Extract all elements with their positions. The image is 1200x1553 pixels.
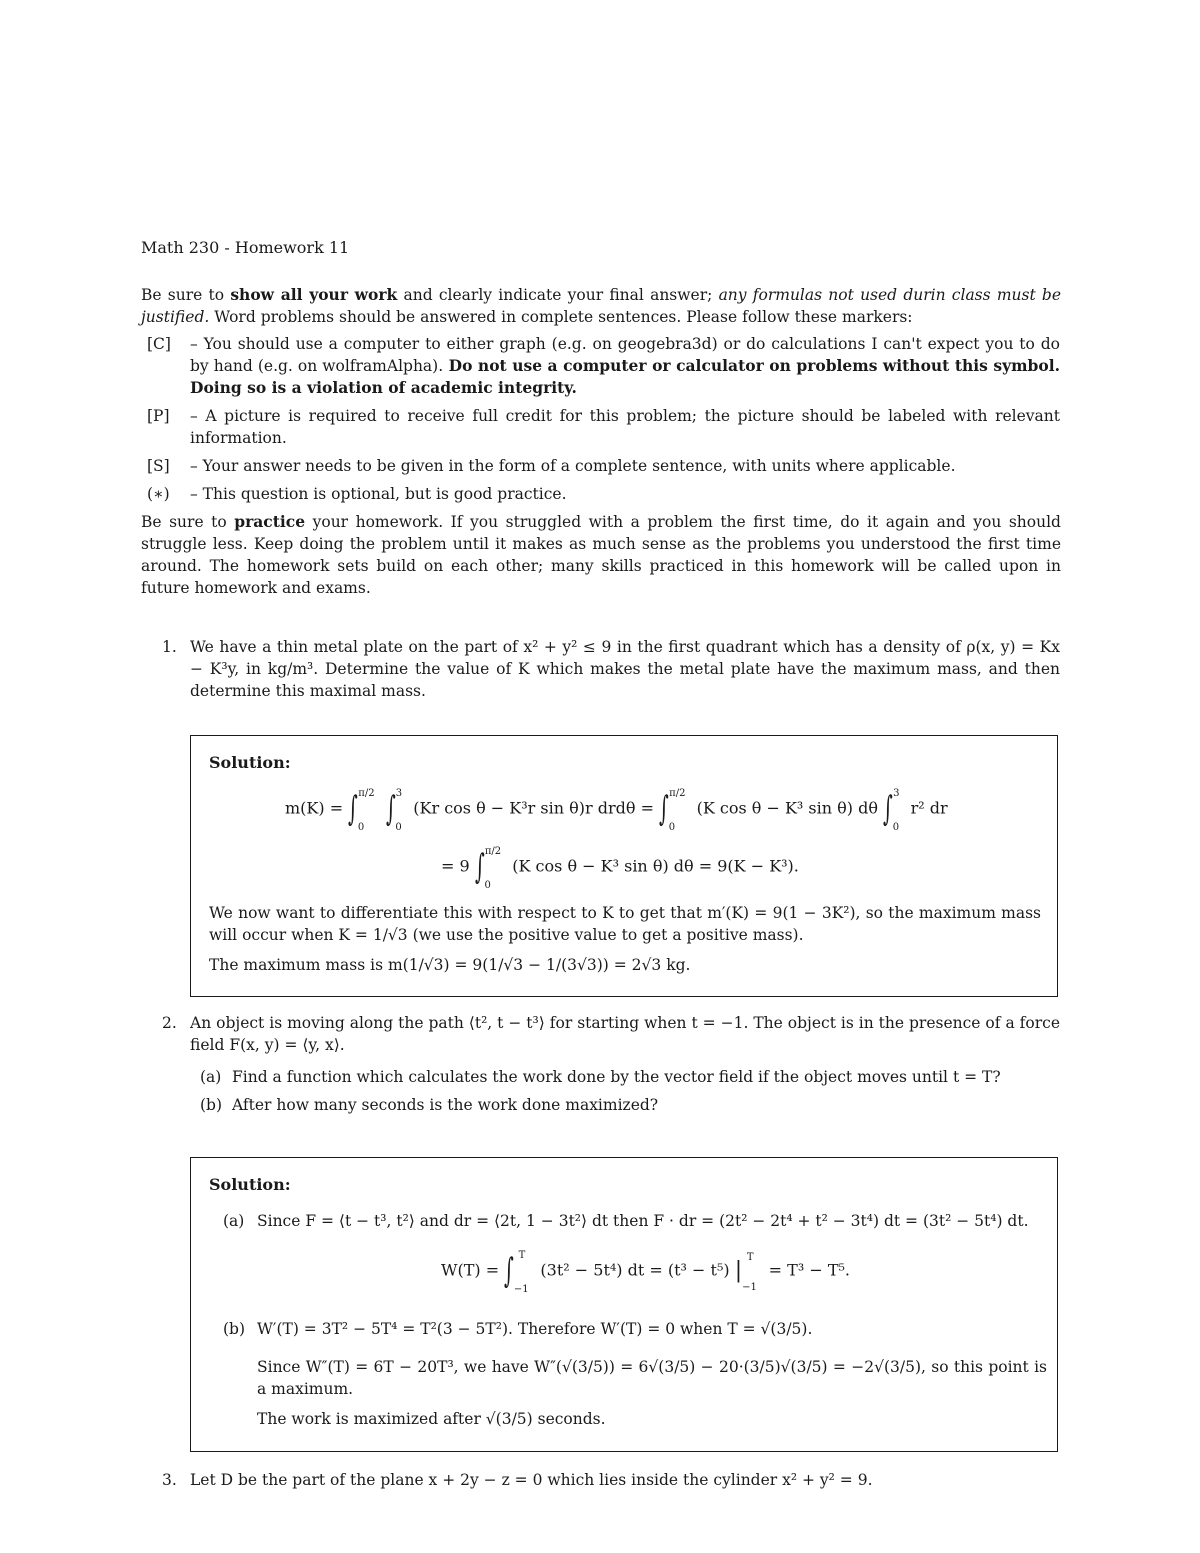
integral-bound: T — [518, 1249, 526, 1261]
solution-text: Since F = ⟨t − t³, t²⟩ and dr = ⟨2t, 1 − 3t²⟩ dt then F · dr = (2t² − 2t⁴ + t² − 3t⁴) dt = (3t² − 5t⁴) dt. — [257, 1212, 1029, 1230]
equation-term: (3t² − 5t⁴) dt = (t³ − t⁵) — [540, 1260, 730, 1280]
integral-bound: −1 — [742, 1281, 757, 1293]
solution-text: W′(T) = 3T² − 5T⁴ = T²(3 − 5T²). Therefore W′(T) = 0 when T = √(3/5). — [257, 1320, 813, 1338]
integral-sign: ∫ — [348, 789, 358, 829]
equation-term: r² dr — [910, 798, 948, 818]
equation-lhs: W(T) = — [441, 1260, 500, 1280]
intro-text: Word problems should be answered in complete sentences. Please follow these markers: — [209, 308, 913, 326]
solution-label: Solution: — [209, 1175, 291, 1194]
integral-sign: ∫ — [659, 789, 669, 829]
marker-text: – This question is optional, but is good practice. — [190, 485, 567, 503]
integral-sign: ∫ — [474, 847, 485, 887]
equation-term: (K cos θ − K³ sin θ) dθ — [696, 798, 878, 818]
intro-paragraph — [141, 284, 1061, 328]
evaluation-bar: | — [734, 1258, 743, 1283]
equation-line — [285, 787, 948, 833]
page-title: Math 230 - Homework 11 — [141, 238, 350, 257]
integral-bound: 3 — [395, 787, 403, 799]
practice-bold: practice — [234, 512, 306, 531]
practice-text: your homework. If you struggled with a problem the first time, do it again and you should struggle less. Keep doing the problem until it makes as much sense as the problems you understood the first time around. The homework sets build on each other; many skills practiced in this homework will be called upon in future homework and exams. — [141, 513, 1061, 597]
integral-bound: 0 — [484, 879, 491, 891]
integral-bound: 0 — [395, 821, 402, 833]
marker-key: [C] — [147, 335, 171, 353]
solution-text: The maximum mass is m(1/√3) = 9(1/√3 − 1/(3√3)) = 2√3 kg. — [209, 956, 691, 974]
marker-desc: – You should use a computer to either graph (e.g. on geogebra3d) or do calculations I can't expect you to do by hand (e.g. on wolframAlpha). — [190, 335, 1060, 375]
intro-italic: justified. — [141, 308, 210, 326]
marker-text: – A picture is required to receive full credit for this problem; the picture should be labeled with relevant information. — [190, 407, 1060, 447]
subpart-key: (b) — [200, 1096, 223, 1114]
integral-sign: ∫ — [504, 1251, 514, 1291]
equation-line — [441, 1249, 850, 1295]
equation-term: (K cos θ − K³ sin θ) dθ = 9(K − K³). — [512, 856, 799, 876]
markers-list — [0, 333, 1200, 513]
marker-text — [190, 333, 1060, 399]
integral-sign: ∫ — [385, 789, 396, 829]
subpart-key: (a) — [223, 1212, 245, 1230]
integral-bound: −1 — [513, 1283, 529, 1295]
integral-bound: 0 — [668, 821, 676, 833]
problem-number: 1. — [162, 638, 177, 656]
intro-italic: any formulas not used durin class must be — [718, 286, 1061, 304]
equation-line — [441, 845, 799, 891]
solution-text: Since W″(T) = 6T − 20T³, we have W″(√(3/5)) = 6√(3/5) − 20·(3/5)√(3/5) = −2√(3/5), so this point is a maximum. — [257, 1358, 1047, 1398]
integral-bound: 0 — [892, 821, 900, 833]
equation-term: = T³ − T⁵. — [768, 1260, 850, 1280]
intro-bold: show all your work — [230, 285, 398, 304]
marker-key: (∗) — [147, 485, 170, 503]
equation-term: (Kr cos θ − K³r sin θ)r drdθ = — [413, 798, 654, 818]
problem-text: An object is moving along the path ⟨t², t − t³⟩ for starting when t = −1. The object is in the presence of a force field F(x, y) = ⟨y, x⟩. — [190, 1014, 1060, 1054]
marker-key: [P] — [147, 407, 170, 425]
subpart-text: Find a function which calculates the work done by the vector field if the object moves until t = T? — [232, 1068, 1001, 1086]
subpart-text: After how many seconds is the work done maximized? — [232, 1096, 659, 1114]
subpart-key: (a) — [200, 1068, 222, 1086]
marker-warning: Do not use a computer or calculator on problems without this symbol. Doing so is a violation of academic integrity. — [190, 356, 1060, 397]
solution-text: The work is maximized after √(3/5) seconds. — [257, 1410, 606, 1428]
integral-bound: 0 — [357, 821, 365, 833]
practice-paragraph — [141, 511, 1061, 599]
integral-bound: π/2 — [484, 845, 502, 857]
equation-lhs: = 9 — [441, 856, 470, 876]
integral-bound: 3 — [893, 787, 900, 799]
marker-text: – Your answer needs to be given in the form of a complete sentence, with units where applicable. — [190, 457, 956, 475]
solution-text: We now want to differentiate this with respect to K to get that m′(K) = 9(1 − 3K²), so the maximum mass will occur when K = 1/√3 (we use the positive value to get a positive mass). — [209, 904, 1041, 944]
problem-text: We have a thin metal plate on the part of x² + y² ≤ 9 in the first quadrant which has a density of ρ(x, y) = Kx − K³y, in kg/m³. Determine the value of K which makes the metal plate have the maximum mass, and then determine this maximal mass. — [190, 638, 1060, 700]
integral-bound: π/2 — [669, 787, 686, 799]
problem-number: 3. — [162, 1471, 177, 1489]
problem-text: Let D be the part of the plane x + 2y − z = 0 which lies inside the cylinder x² + y² = 9. — [190, 1471, 873, 1489]
integral-sign: ∫ — [883, 789, 893, 829]
integral-bound: π/2 — [358, 787, 375, 799]
integral-bound: T — [746, 1251, 754, 1263]
intro-text: and clearly indicate your final answer; — [397, 286, 719, 304]
intro-text: Be sure to — [141, 286, 231, 304]
marker-key: [S] — [147, 457, 170, 475]
problem-number: 2. — [162, 1014, 177, 1032]
solution-box — [190, 1157, 1058, 1452]
subpart-key: (b) — [223, 1320, 246, 1338]
solution-label: Solution: — [209, 753, 291, 772]
solution-box — [190, 735, 1058, 997]
practice-text: Be sure to — [141, 513, 235, 531]
equation-lhs: m(K) = — [285, 798, 344, 818]
